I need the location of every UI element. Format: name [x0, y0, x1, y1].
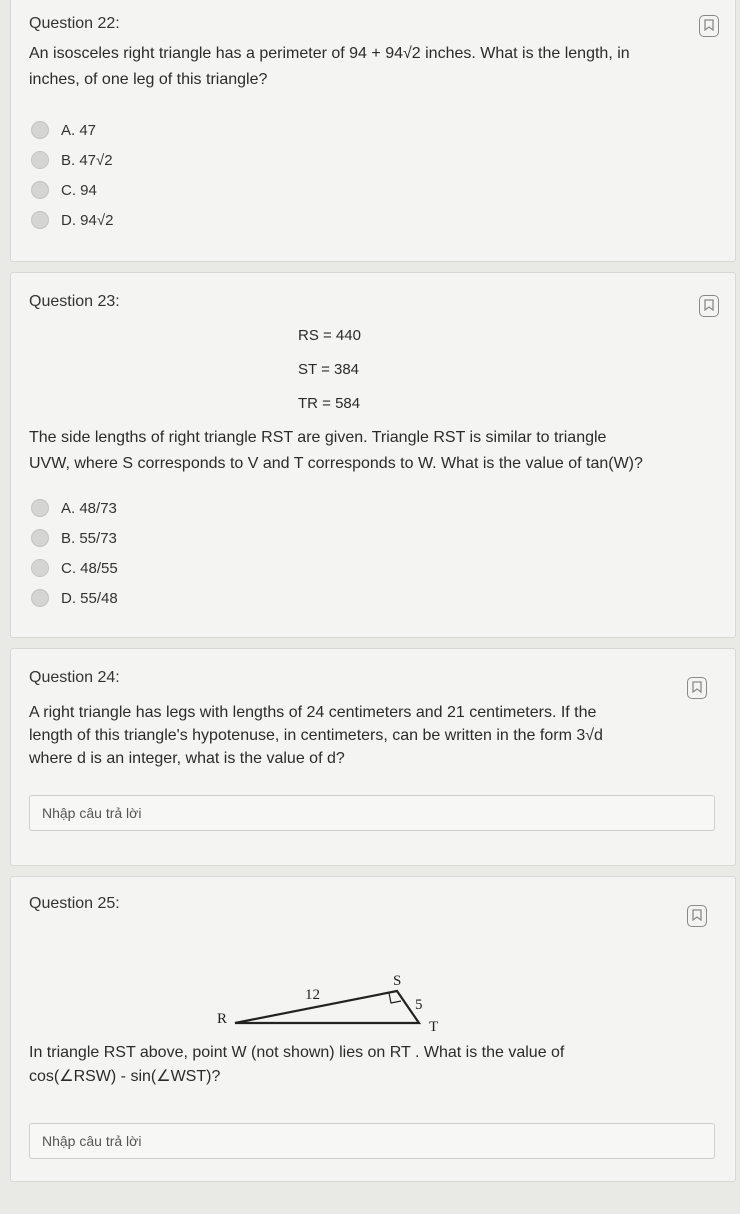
equation-rs: RS = 440	[298, 327, 361, 344]
question-prompt: A right triangle has legs with lengths of 24 centimeters and 21 centimeters. If the length of this triangle's hypotenuse, in centimeters, can be written in the form 3√d where d is an integer, what is the value of d?	[29, 704, 603, 767]
answer-input[interactable]	[29, 1123, 715, 1159]
answer-input[interactable]	[29, 795, 715, 831]
answer-placeholder: Nhập câu trả lời	[42, 805, 142, 821]
option-d[interactable]: D. 94√2	[31, 207, 113, 233]
question-title: Question 25:	[29, 895, 120, 912]
radio-button[interactable]	[31, 499, 49, 517]
radio-button[interactable]	[31, 589, 49, 607]
question-prompt: The side lengths of right triangle RST are given. Triangle RST is similar to triangle UVW, where S corresponds to V and T corresponds to W. What is the value of tan(W)?	[29, 429, 643, 472]
radio-button[interactable]	[31, 151, 49, 169]
question-card-22	[10, 0, 736, 262]
side-st-length: 5	[415, 997, 423, 1013]
option-d[interactable]: D. 55/48	[31, 585, 118, 611]
option-b[interactable]: B. 55/73	[31, 525, 117, 551]
question-title: Question 22:	[29, 15, 120, 32]
radio-button[interactable]	[31, 211, 49, 229]
radio-button[interactable]	[31, 559, 49, 577]
radio-button[interactable]	[31, 121, 49, 139]
question-card-25	[10, 876, 736, 1182]
bookmark-icon[interactable]	[687, 677, 707, 699]
question-prompt: In triangle RST above, point W (not shown) lies on RT . What is the value of cos(∠RSW) - sin(∠WST)?	[29, 1044, 565, 1085]
option-a[interactable]: A. 48/73	[31, 495, 117, 521]
equation-st: ST = 384	[298, 361, 360, 378]
radio-button[interactable]	[31, 181, 49, 199]
question-card-24	[10, 648, 736, 866]
option-a[interactable]: A. 47	[31, 117, 96, 143]
label-t: T	[429, 1019, 439, 1035]
triangle-rst-diagram	[201, 919, 461, 1039]
question-title: Question 23:	[29, 293, 120, 310]
bookmark-icon[interactable]	[687, 905, 707, 927]
label-r: R	[217, 1011, 228, 1027]
option-b[interactable]: B. 47√2	[31, 147, 113, 173]
question-prompt: An isosceles right triangle has a perimeter of 94 + 94√2 inches. What is the length, in inches, of one leg of this triangle?	[29, 45, 630, 88]
bookmark-icon[interactable]	[699, 295, 719, 317]
bookmark-icon[interactable]	[699, 15, 719, 37]
option-c[interactable]: C. 94	[31, 177, 97, 203]
answer-placeholder: Nhập câu trả lời	[42, 1133, 142, 1149]
option-c[interactable]: C. 48/55	[31, 555, 118, 581]
question-card-23	[10, 272, 736, 638]
triangle-rst	[235, 991, 419, 1023]
equation-tr: TR = 584	[298, 395, 361, 412]
radio-button[interactable]	[31, 529, 49, 547]
side-rs-length: 12	[305, 987, 320, 1003]
label-s: S	[393, 973, 402, 989]
question-title: Question 24:	[29, 669, 120, 686]
